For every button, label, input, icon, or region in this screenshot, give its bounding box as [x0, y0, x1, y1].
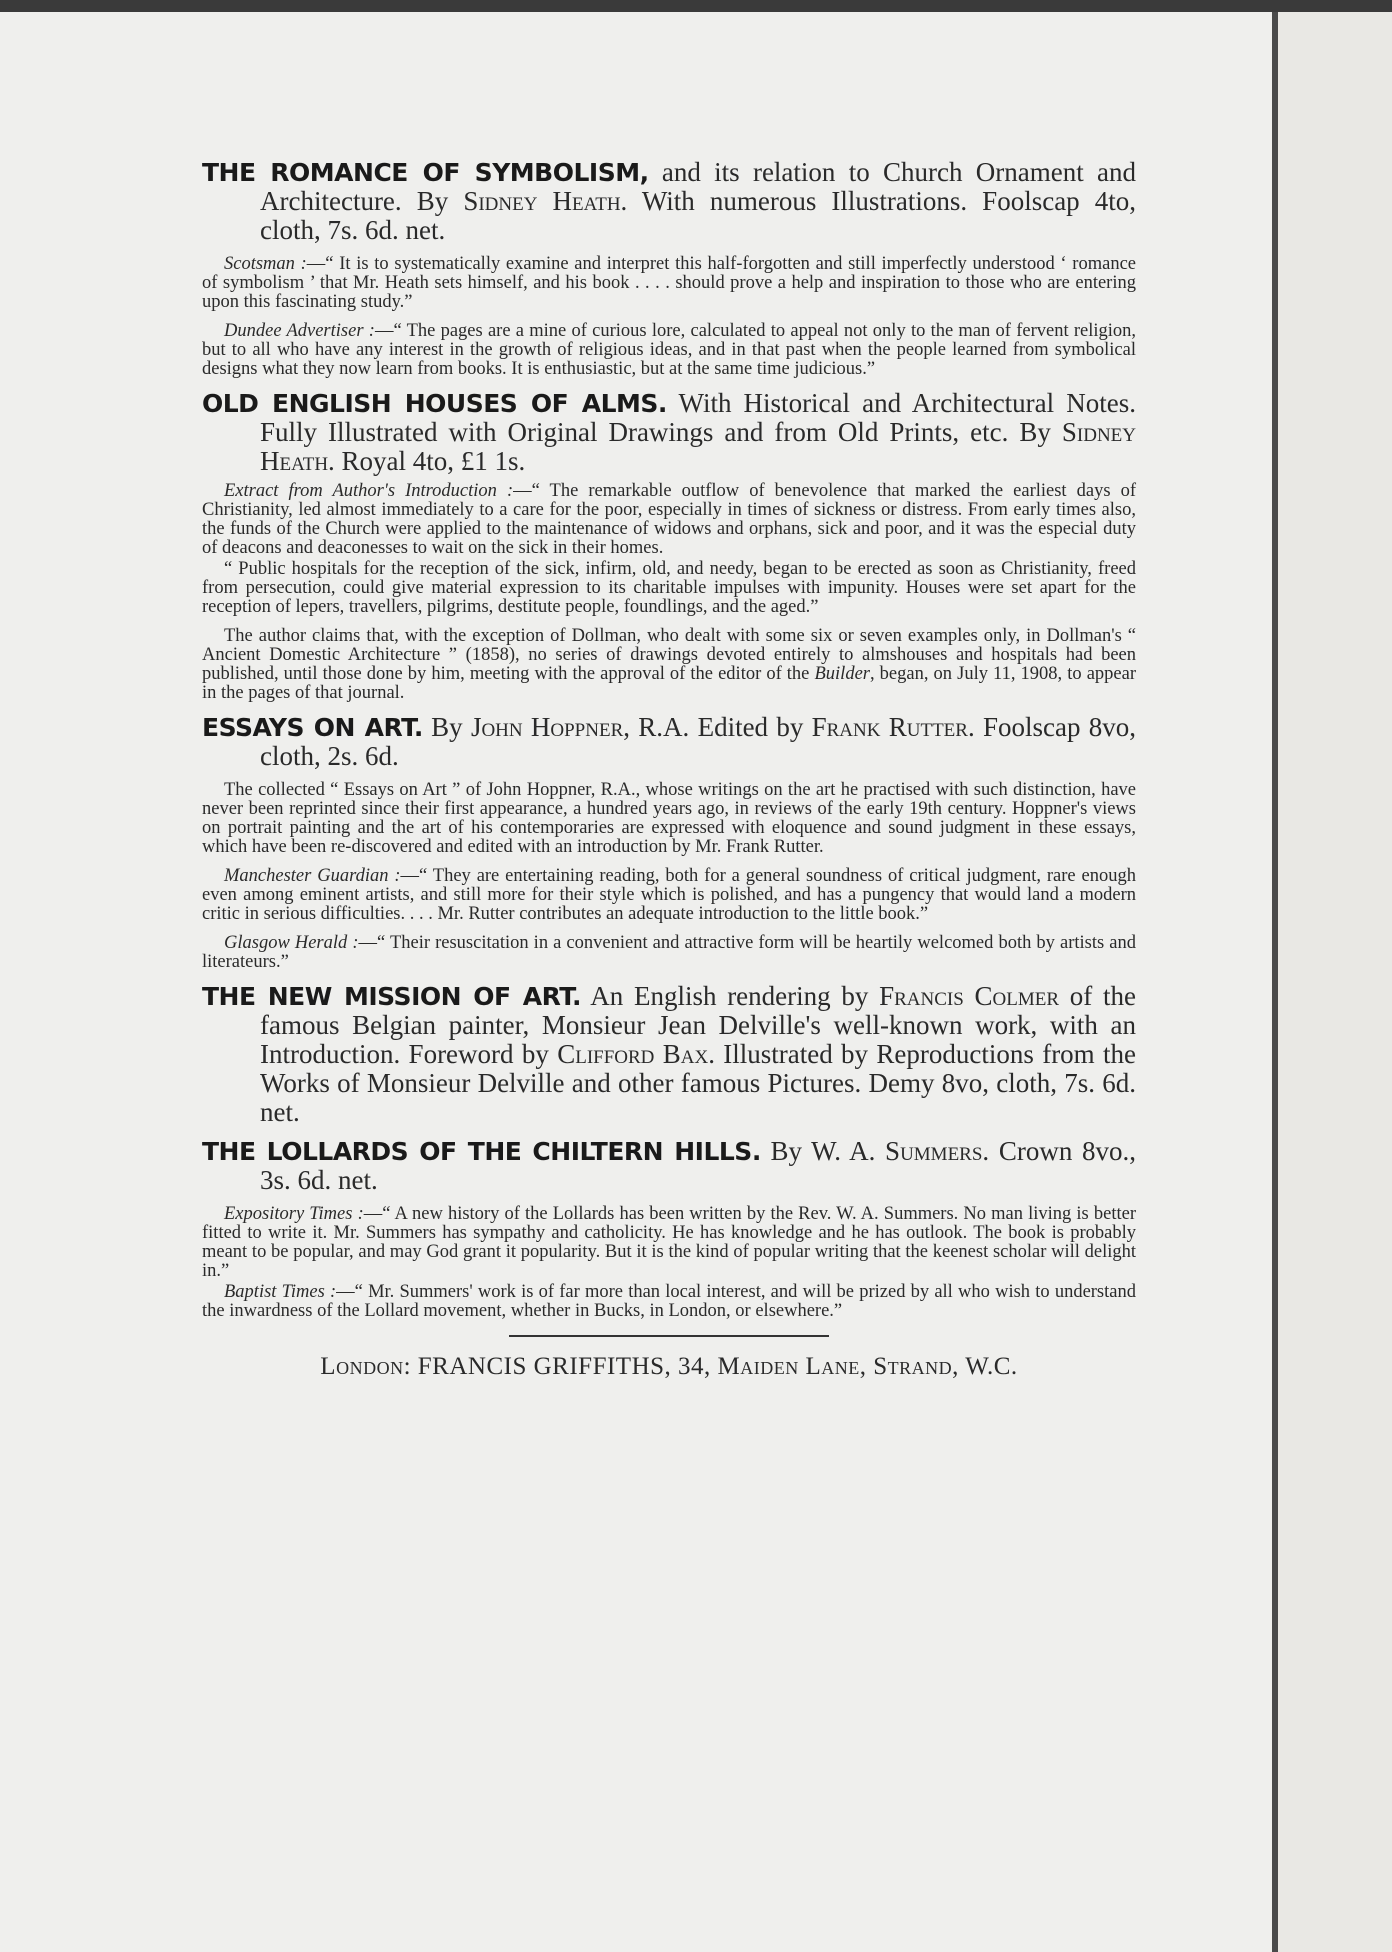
book-entry-new-mission-of-art [202, 982, 1136, 1127]
book-details: . Royal 4to, £1 1s. [328, 446, 526, 476]
book-heading [202, 389, 1136, 476]
imprint-city: London [320, 1353, 404, 1380]
review-quote [202, 1205, 1136, 1281]
review-quote [202, 934, 1136, 972]
book-translator: Francis Colmer [879, 981, 1060, 1011]
book-title: THE LOLLARDS OF THE CHILTERN HILLS. [202, 1137, 761, 1166]
book-title: OLD ENGLISH HOUSES OF ALMS. [202, 389, 667, 418]
review-quote [202, 482, 1136, 558]
review-source: Baptist Times : [224, 1282, 337, 1302]
book-description: of the famous Belgian painter, Monsieur Jean Delville's well-known work, with an Introduction. Foreword by [260, 981, 1136, 1069]
imprint-address: Maiden Lane, Strand, W.C. [717, 1353, 1018, 1380]
review-text: —“ A new history of the Lollards has been written by the Rev. W. A. Summers. No man living is better fitted to write it. Mr. Summers has sympathy and catholicity. He has knowledge and he has outlook. The book is probably meant to be popular, and may God grant it popularity. But it is the kind of popular writing that the keenest scholar will delight in.” [202, 1204, 1136, 1281]
note-text: , began, on July 11, 1908, to appear in the pages of that journal. [202, 664, 1137, 703]
book-description: and its relation to Church Ornament and Architecture. By [260, 157, 1136, 216]
book-entry-essays-on-art [202, 713, 1136, 972]
book-details: . Crown 8vo., 3s. 6d. net. [260, 1136, 1137, 1195]
book-entry-old-english-houses-of-alms [202, 389, 1136, 703]
book-heading [202, 713, 1136, 771]
review-quote [202, 867, 1136, 924]
book-description: An English rendering by [580, 981, 880, 1011]
review-text: —“ They are entertaining reading, both for a general soundness of critical judgment, rare enough even among eminent artists, and still more for their style which is polished, and has a pungency that would land a modern critic in serious difficulties. . . . Mr. Rutter contributes an adequate introduction to the little book.” [202, 866, 1136, 924]
book-heading [202, 982, 1136, 1127]
book-note [202, 627, 1136, 703]
book-editor: Frank Rutter [811, 712, 968, 742]
review-text: —“ The remarkable outflow of benevolence that marked the earliest days of Christianity, led almost immediately to a care for the poor, especially in times of sickness or distress. From early times also, the funds of the Church were applied to the maintenance of widows and orphans, sick and poor, and it was the especial duty of deacons and deaconesses to wait on the sick in their homes. [202, 481, 1136, 558]
scan-top-border [0, 0, 1392, 12]
review-text: —“ Their resuscitation in a convenient and attractive form will be heartily welcomed both by artists and literateurs.” [202, 933, 1136, 972]
review-source: Extract from Author's Introduction : [224, 481, 514, 501]
divider-rule [509, 1335, 829, 1337]
book-author: Sidney Heath [260, 417, 1136, 476]
review-source: Glasgow Herald : [224, 933, 359, 953]
book-details: . Illustrated by Reproductions from the Works of Monsieur Delville and other famous Pictures. Demy 8vo, cloth, 7s. 6d. net. [260, 1039, 1136, 1127]
review-source: Scotsman : [224, 254, 307, 274]
book-author: John Hoppner, R.A. [470, 712, 690, 742]
book-description: By W. A. [760, 1136, 886, 1166]
book-foreword-author: Clifford Bax [557, 1039, 709, 1069]
review-quote [202, 560, 1136, 617]
publisher-imprint [202, 1353, 1136, 1381]
book-heading [202, 158, 1136, 245]
book-description: By [422, 712, 471, 742]
book-details: . With numerous Illustrations. Foolscap 4to, cloth, 7s. 6d. net. [260, 186, 1136, 245]
imprint-publisher: : FRANCIS GRIFFITHS, 34, [403, 1353, 718, 1380]
review-text: —“ Mr. Summers' work is of far more than local interest, and will be prized by all who wish to understand the inwardness of the Lollard movement, whether in Bucks, in London, or elsewhere.” [202, 1282, 1136, 1321]
review-source: Dundee Advertiser : [224, 321, 375, 341]
book-entry-lollards-of-the-chiltern-hills [202, 1137, 1136, 1321]
book-author: Sidney Heath [463, 186, 621, 216]
book-description: With Historical and Architectural Notes. Fully Illustrated with Original Drawings and from Old Prints, etc. By [260, 388, 1137, 447]
book-title: ESSAYS ON ART. [202, 713, 423, 742]
book-title: THE NEW MISSION OF ART. [202, 982, 581, 1011]
facing-page-edge [1278, 12, 1392, 1952]
review-quote [202, 255, 1136, 312]
book-details: . Foolscap 8vo, cloth, 2s. 6d. [260, 712, 1137, 771]
review-source: Expository Times : [224, 1204, 364, 1224]
note-text: The author claims that, with the exception of Dollman, who dealt with some six or seven examples only, in Dollman's “ Ancient Domestic Architecture ” (1858), no series of drawings devoted entirely to almshouses and hospitals had been published, until those done by him, meeting with the approval of the editor of the [202, 626, 1136, 684]
book-description: Edited by [689, 712, 812, 742]
book-heading [202, 1137, 1136, 1195]
book-title: THE ROMANCE OF SYMBOLISM, [202, 158, 649, 187]
review-quote [202, 1283, 1136, 1321]
advertisement-list [202, 158, 1136, 1381]
review-text: —“ It is to systematically examine and interpret this half-forgotten and still imperfectly understood ‘ romance of symbolism ’ that Mr. Heath sets himself, and his book . . . . should prove a help and inspiration to those who are entering upon this fascinating study.” [202, 254, 1136, 312]
review-text: “ Public hospitals for the reception of the sick, infirm, old, and needy, began to be erected as soon as Christianity, freed from persecution, could give material expression to its charitable impulses with impunity. Houses were set apart for the reception of lepers, travellers, pilgrims, destitute people, foundlings, and the aged.” [202, 559, 1136, 617]
review-source: Manchester Guardian : [224, 866, 401, 886]
journal-name: Builder [814, 664, 870, 684]
book-note: The collected “ Essays on Art ” of John Hoppner, R.A., whose writings on the art he practised with such distinction, have never been reprinted since their first appearance, a hundred years ago, in reviews of the early 19th century. Hoppner's views on portrait painting and the art of his contemporaries are expressed with eloquence and sound judgment in these essays, which have been re-discovered and edited with an introduction by Mr. Frank Rutter. [202, 780, 1136, 857]
book-author: Summers [885, 1136, 983, 1166]
review-quote [202, 322, 1136, 379]
book-entry-romance-of-symbolism [202, 158, 1136, 379]
review-text: —“ The pages are a mine of curious lore, calculated to appeal not only to the man of fervent religion, but to all who have any interest in the growth of religious ideas, and in that past when the people learned from symbolical designs what they now learn from books. It is enthusiastic, but at the same time judicious.” [202, 321, 1137, 379]
